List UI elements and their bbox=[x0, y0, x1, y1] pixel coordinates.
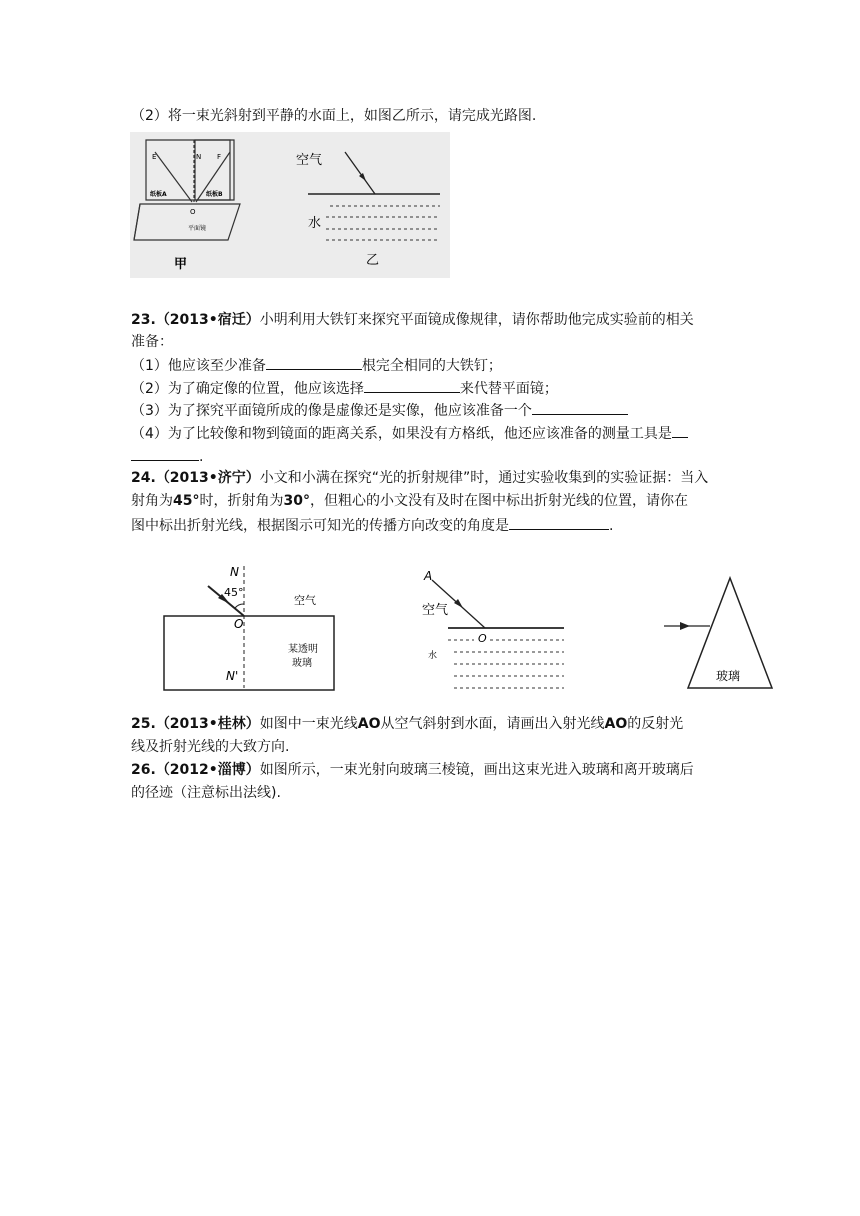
jia-mirror: 平面镜 bbox=[188, 225, 207, 232]
q26-line2: 的径迹（注意标出法线). bbox=[131, 785, 281, 801]
yi-water-label: 水 bbox=[308, 216, 322, 231]
q24-line3: 图中标出折射光线，根据图示可知光的传播方向改变的角度是 . bbox=[131, 515, 613, 535]
yi-air-label: 空气 bbox=[296, 153, 323, 168]
q23-item3: （3）为了探究平面镜所成的像是虚像还是实像，他应该准备一个 bbox=[131, 400, 628, 420]
prism-arrowhead bbox=[680, 622, 690, 630]
q22-text: （2）将一束光斜射到平静的水面上，如图乙所示，请完成光路图. bbox=[131, 108, 537, 124]
jia-caption: 甲 bbox=[174, 257, 188, 272]
figure-jia bbox=[134, 140, 240, 240]
q24-line2: 射角为45°时，折射角为30°，但粗心的小文没有及时在图中标出折射光线的位置，请你在 bbox=[131, 493, 688, 509]
yi-arrowhead bbox=[359, 173, 366, 181]
fig1-glass-2: 玻璃 bbox=[292, 658, 312, 669]
fig1-glass-1: 某透明 bbox=[288, 644, 318, 655]
jia-board-a: 纸板A bbox=[150, 191, 167, 198]
yi-caption: 乙 bbox=[366, 253, 380, 268]
q23-blank-2 bbox=[364, 378, 460, 393]
figure-glass-block bbox=[160, 560, 340, 692]
q23-item2: （2）为了确定像的位置，他应该选择 来代替平面镜； bbox=[131, 378, 558, 398]
q23-blank-4b bbox=[131, 446, 199, 461]
q23-item1: （1）他应该至少准备 根完全相同的大铁钉； bbox=[131, 355, 502, 375]
fig2-water: 水 bbox=[428, 651, 438, 661]
q23-item4-cont: . bbox=[131, 446, 203, 466]
q25-line1: 25.（2013•桂林）如图中一束光线AO从空气斜射到水面，请画出入射光线AO的反射光 bbox=[131, 716, 684, 732]
jia-label-o: O bbox=[190, 208, 196, 216]
q23-blank-1 bbox=[266, 355, 362, 370]
fig1-air: 空气 bbox=[294, 594, 316, 607]
q26-line1: 26.（2012•淄博）如图所示，一束光射向玻璃三棱镜，画出这束光进入玻璃和离开玻璃后 bbox=[131, 762, 694, 778]
q23-item4: （4）为了比较像和物到镜面的距离关系，如果没有方格纸，他还应该准备的测量工具是 bbox=[131, 423, 688, 443]
q23-blank-3 bbox=[532, 400, 628, 415]
q23-line1: 23.（2013•宿迁）小明利用大铁钉来探究平面镜成像规律，请你帮助他完成实验前的相关 bbox=[131, 312, 694, 328]
q24-line1: 24.（2013•济宁）小文和小满在探究“光的折射规律”时，通过实验收集到的实验证据：当入 bbox=[131, 470, 709, 486]
fig2-label-o: O bbox=[478, 632, 487, 645]
q23-blank-4a bbox=[672, 423, 688, 438]
fig2-label-a: A bbox=[424, 569, 433, 583]
figure-air-water bbox=[418, 562, 568, 696]
fig1-angle: 45° bbox=[224, 586, 244, 599]
figure-prism bbox=[660, 574, 780, 694]
figure-jia-yi bbox=[130, 132, 450, 278]
jia-label-n: N bbox=[196, 153, 202, 161]
jia-board-b: 纸板B bbox=[206, 191, 223, 198]
prism-label: 玻璃 bbox=[716, 669, 741, 683]
q24-blank bbox=[509, 515, 609, 530]
fig1-label-n: N bbox=[230, 565, 239, 579]
fig1-label-o: O bbox=[234, 617, 244, 631]
q23-line2: 准备： bbox=[131, 334, 173, 350]
yi-incident-ray bbox=[345, 152, 375, 194]
q25-line2: 线及折射光线的大致方向. bbox=[131, 739, 290, 755]
fig2-air: 空气 bbox=[422, 603, 449, 618]
fig1-label-nprime: N' bbox=[226, 669, 239, 683]
jia-label-f: F bbox=[217, 153, 222, 161]
jia-label-e: E bbox=[152, 153, 157, 161]
